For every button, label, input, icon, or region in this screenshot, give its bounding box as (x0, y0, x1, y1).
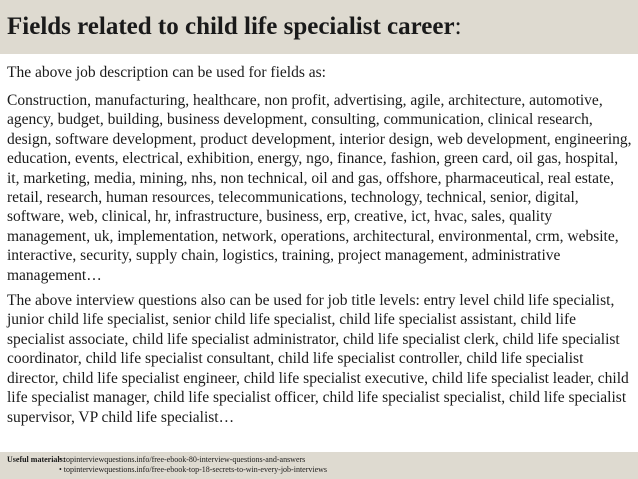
footer (0, 452, 638, 479)
fields-paragraph: Construction, manufacturing, healthcare, non profit, advertising, agile, architecture, automotive, agency, budget, building, business development, consulting, communication, clinical research, design, software development, product development, interior design, web development, engineering, education, events, electrical, exhibition, energy, ngo, finance, fashion, green card, oil gas, hospital, it, marketing, media, mining, nhs, non technical, oil and gas, offshore, pharmaceutical, real estate, retail, research, human resources, telecommunications, technology, technical, senior, digital, software, web, clinical, hr, infrastructure, business, erp, creative, ict, hvac, sales, quality management, uk, implementation, network, operations, architectural, environmental, crm, website, interactive, security, supply chain, logistics, training, project management, administrative management… (7, 92, 632, 284)
slide-title (7, 12, 628, 42)
slide-body (7, 63, 633, 433)
footer-link-1[interactable]: • topinterviewquestions.info/free-ebook-80-interview-questions-and-answers (59, 455, 306, 464)
footer-row-1 (7, 455, 631, 465)
footer-link-2[interactable]: • topinterviewquestions.info/free-ebook-top-18-secrets-to-win-every-job-interviews (59, 465, 328, 474)
title-text: Fields related to child life specialist career (7, 13, 455, 40)
title-bar (0, 0, 638, 54)
footer-row-2 (7, 465, 631, 475)
footer-label-spacer (7, 465, 59, 475)
levels-paragraph: The above interview questions also can be used for job title levels: entry level child life specialist, junior child life specialist, senior child life specialist, child life specialist assistant, child life specialist associate, child life specialist administrator, child life specialist clerk, child life specialist coordinator, child life specialist consultant, child life specialist controller, child life specialist director, child life specialist engineer, child life specialist executive, child life specialist leader, child life specialist manager, child life specialist officer, child life specialist specialist, child life specialist supervisor, VP child life specialist… (7, 292, 629, 426)
intro-text: The above job description can be used for fields as: (7, 64, 326, 81)
title-colon: : (454, 13, 462, 40)
footer-label: Useful materials: (7, 455, 66, 464)
